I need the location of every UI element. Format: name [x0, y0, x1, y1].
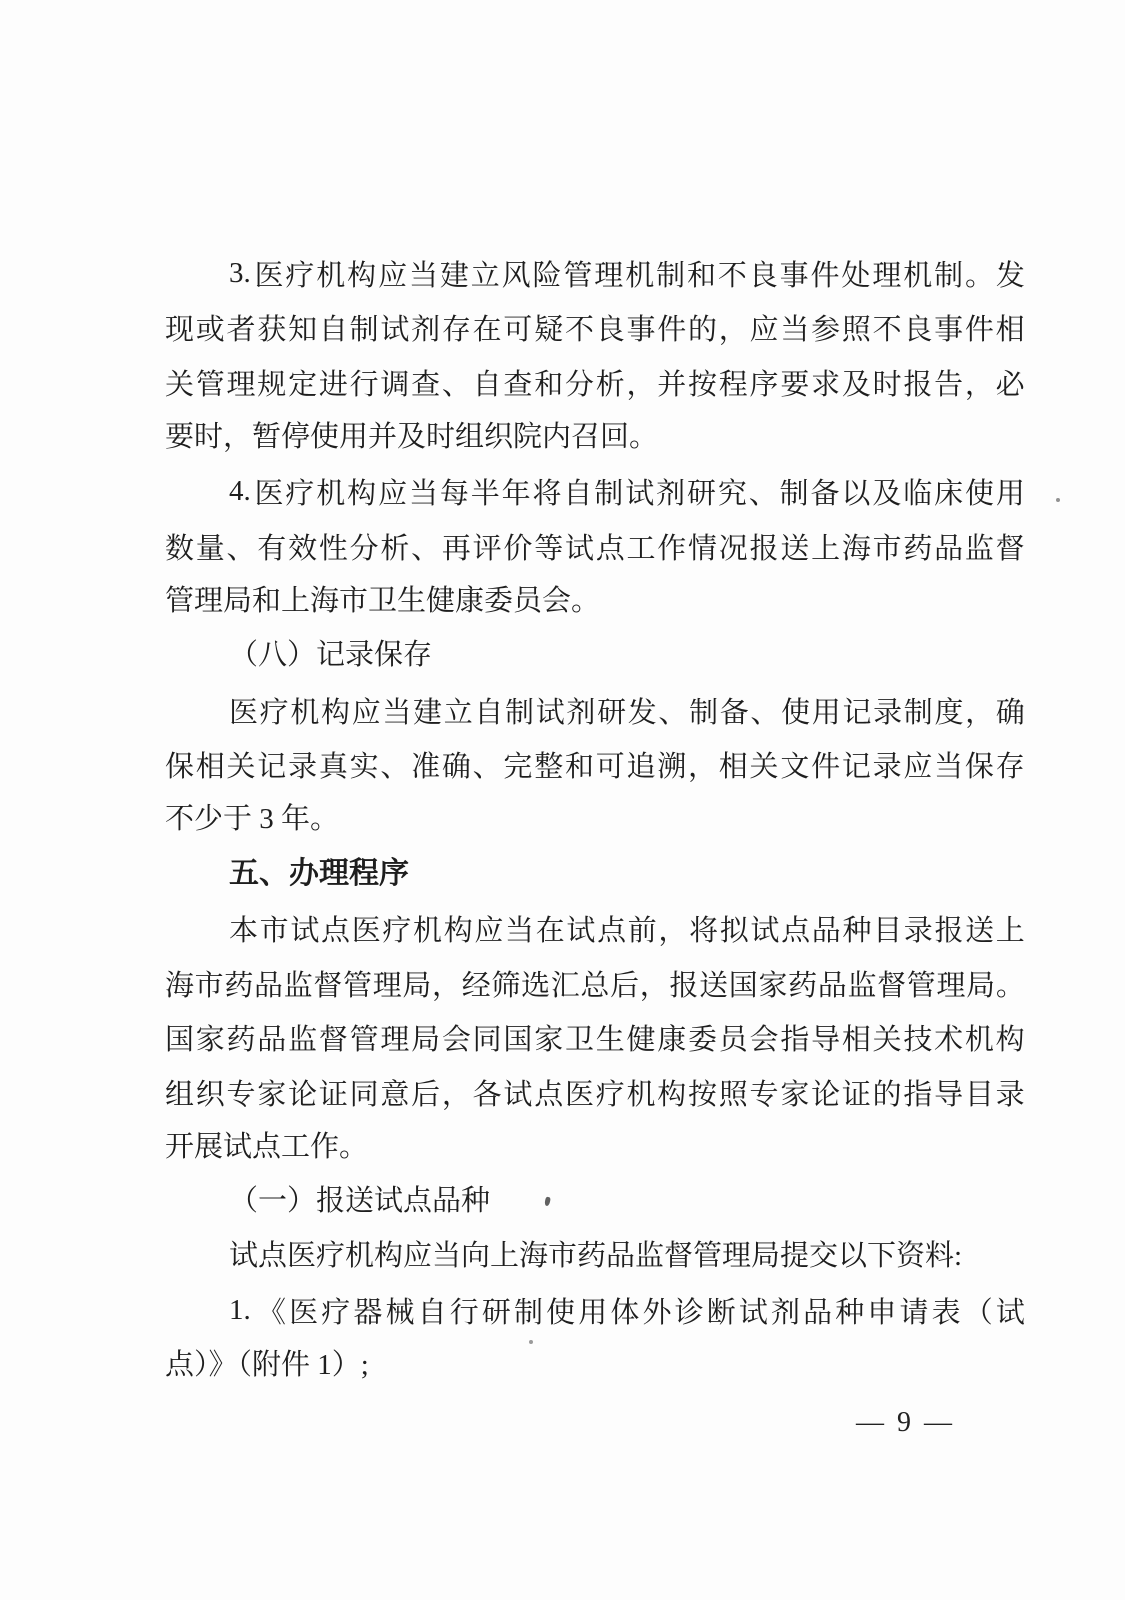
text-line: 不少于 3 年。	[165, 802, 340, 835]
text-line: 试点医疗机构应当向上海市药品监督管理局提交以下资料:	[229, 1239, 963, 1272]
text-line: 点）》（附件 1）;	[165, 1348, 369, 1381]
subsection-heading-record-keeping: （八）记录保存	[229, 639, 433, 672]
section-heading-procedures: 五、办理程序	[229, 856, 409, 890]
text-line: 管理局和上海市卫生健康委员会。	[165, 584, 601, 617]
text-line: 开展试点工作。	[165, 1130, 369, 1163]
text-line: 3. 医 疗 机 构 应 当 建 立 风 险 管 理 机 制 和 不 良 事 件 处 理 机 制 。 发	[229, 256, 1025, 292]
text-line: 国 家 药 品 监 督 管 理 局 会 同 国 家 卫 生 健 康 委 员 会 指 导 相 关 技 术 机 构	[165, 1024, 1025, 1057]
text-line: 数 量 、 有 效 性 分 析 、 再 评 价 等 试 点 工 作 情 况 报 送 上 海 市 药 品 监 督	[165, 532, 1025, 565]
text-line: 海 市 药 品 监 督 管 理 局 ， 经 筛 选 汇 总 后 ， 报 送 国 家 药 品 监 督 管 理 局 。	[165, 969, 1025, 1002]
text-line: 1. 《 医 疗 器 械 自 行 研 制 使 用 体 外 诊 断 试 剂 品 种 申 请 表 （ 试	[229, 1294, 1025, 1330]
text-line: 关 管 理 规 定 进 行 调 查 、 自 查 和 分 析 ， 并 按 程 序 要 求 及 时 报 告 ， 必	[165, 368, 1025, 401]
page-number: — 9 —	[856, 1407, 955, 1438]
text-line: 本 市 试 点 医 疗 机 构 应 当 在 试 点 前 ， 将 拟 试 点 品 种 目 录 报 送 上	[229, 914, 1025, 947]
text-line: 现 或 者 获 知 自 制 试 剂 存 在 可 疑 不 良 事 件 的 ， 应 当 参 照 不 良 事 件 相	[165, 314, 1025, 347]
text-line: 组 织 专 家 论 证 同 意 后 ， 各 试 点 医 疗 机 构 按 照 专 家 论 证 的 指 导 目 录	[165, 1078, 1025, 1111]
text-line: 4. 医 疗 机 构 应 当 每 半 年 将 自 制 试 剂 研 究 、 制 备 以 及 临 床 使 用	[229, 475, 1025, 511]
document-body	[165, 246, 1025, 1392]
subsection-heading-submit-pilot-varieties: （一）报送试点品种	[229, 1185, 491, 1218]
scan-speck	[529, 1340, 533, 1344]
text-line: 医 疗 机 构 应 当 建 立 自 制 试 剂 研 发 、 制 备 、 使 用 记 录 制 度 ， 确	[229, 696, 1025, 729]
scan-speck	[1056, 498, 1060, 502]
text-line: 保 相 关 记 录 真 实 、 准 确 、 完 整 和 可 追 溯 ， 相 关 文 件 记 录 应 当 保 存	[165, 751, 1025, 784]
text-line: 要时，暂停使用并及时组织院内召回。	[165, 420, 659, 453]
